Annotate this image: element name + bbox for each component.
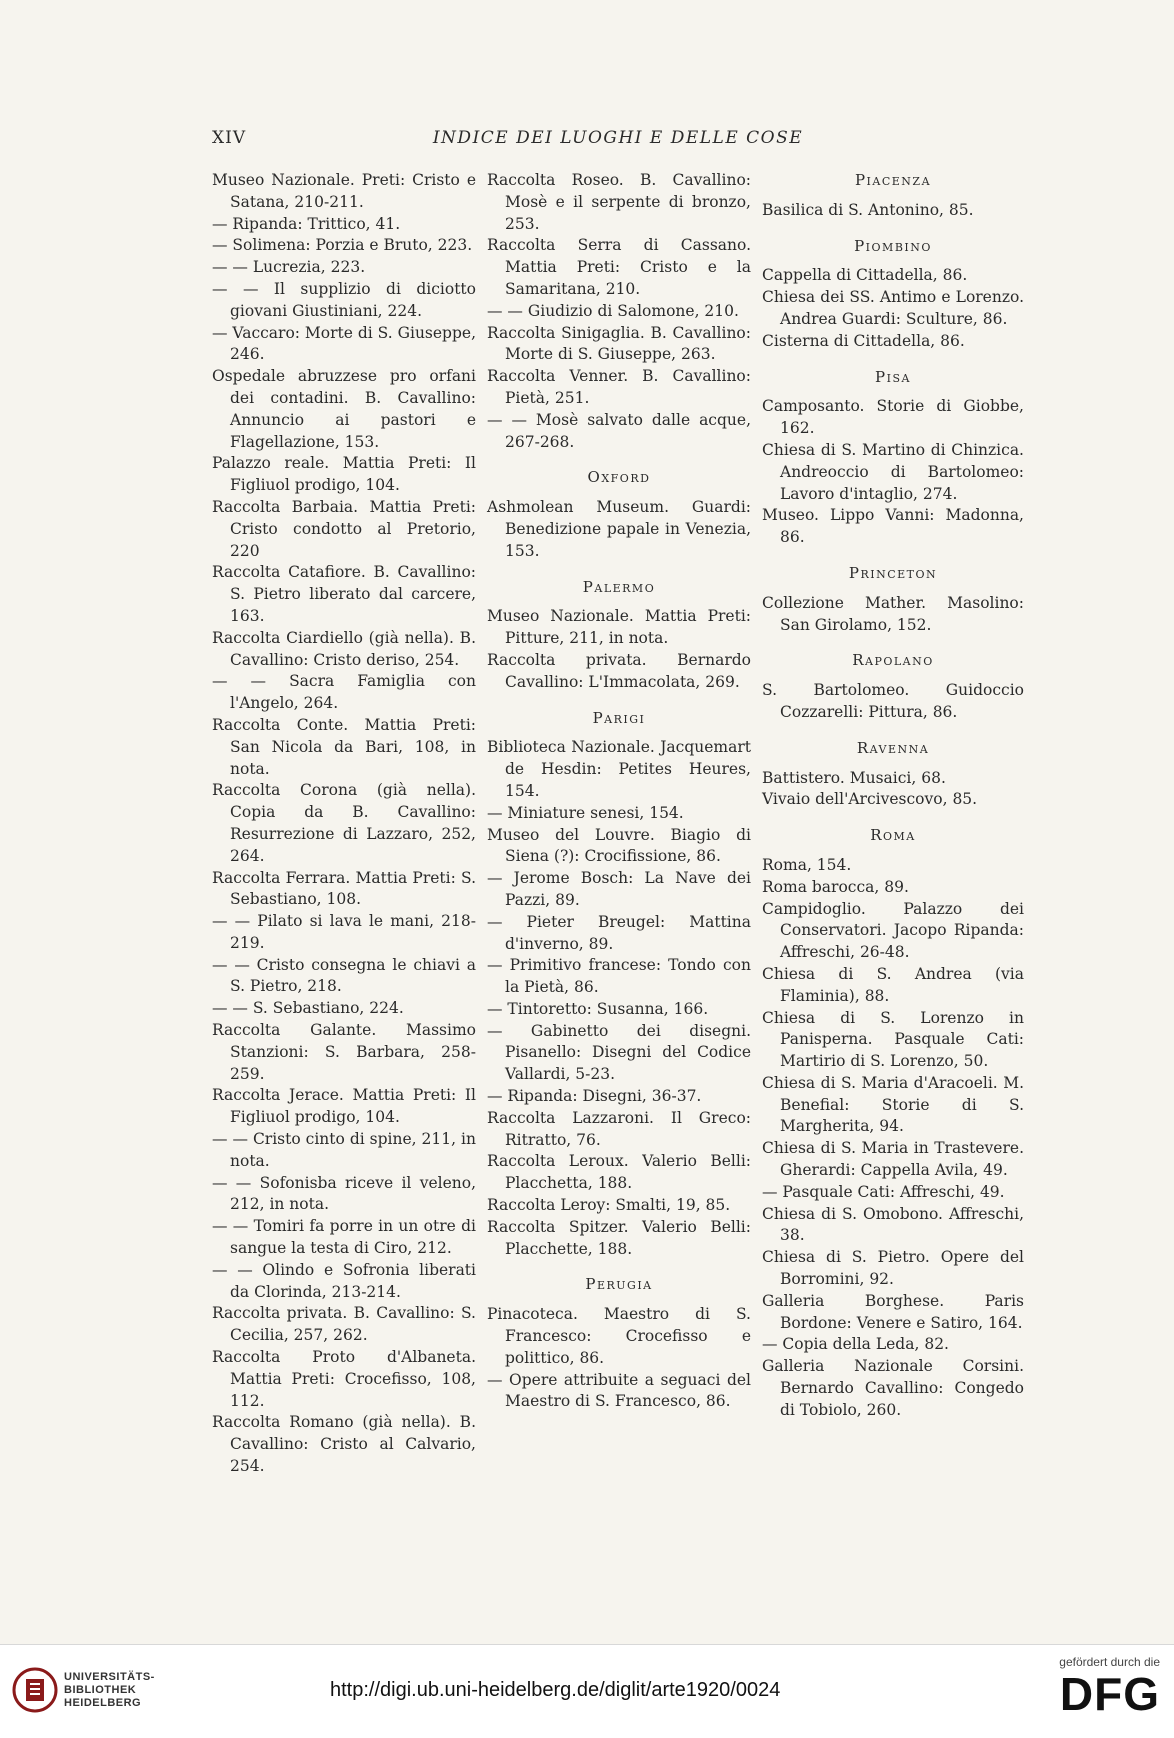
index-entry: Chiesa di S. Lorenzo in Panisperna. Pasquale Cati: Martirio di S. Lorenzo, 50. [762,1008,1024,1071]
index-entry: Ashmolean Museum. Guardi: Benedizione papale in Venezia, 153. [487,498,751,560]
index-entry: Chiesa di S. Maria in Trastevere. Gherardi: Cappella Avila, 49. [762,1139,1024,1180]
index-entry: Raccolta Sinigaglia. B. Cavallino: Morte di S. Giuseppe, 263. [487,323,751,364]
index-entry: Raccolta Barbaia. Mattia Preti: Cristo condotto al Pretorio, 220 [212,497,476,560]
index-column-1 [212,170,476,1478]
index-entry: — — Cristo cinto di spine, 211, in nota. [212,1130,476,1170]
index-entry: Palazzo reale. Mattia Preti: Il Figliuol prodigo, 104. [212,454,476,495]
index-entry: — Ripanda: Disegni, 36-37. [487,1087,702,1106]
section-heading: Piacenza [854,171,932,189]
index-entry: Raccolta Ferrara. Mattia Preti: S. Sebastiano, 108. [212,868,476,909]
index-entry: — — Pilato si lava le mani, 218-219. [212,912,476,952]
section-heading: Roma [870,826,916,845]
index-entry: — — Olindo e Sofronia liberati da Clorinda, 213-214. [212,1260,476,1301]
section-heading: Palermo [582,577,656,596]
index-entry: Museo Nazionale. Preti: Cristo e Satana, 210-211. [212,171,476,211]
index-entry: Galleria Nazionale Corsini. Bernardo Cavallino: Congedo di Tobiolo, 260. [762,1357,1024,1419]
section-heading: Piombino [854,236,932,255]
section-heading: Parigi [592,708,646,727]
library-seal-icon [12,1667,58,1713]
index-entry: Chiesa di S. Andrea (via Flaminia), 88. [762,964,1024,1005]
index-entry: Raccolta Leroux. Valerio Belli: Placchetta, 188. [487,1152,751,1193]
index-column-2 [487,170,751,1413]
index-entry: — Opere attribuite a seguaci del Maestro di S. Francesco, 86. [487,1370,751,1411]
index-entry: Raccolta Lazzaroni. Il Greco: Ritratto, 76. [487,1108,751,1149]
index-entry: Raccolta Ciardiello (già nella). B. Cavallino: Cristo deriso, 254. [212,628,476,669]
library-logo-text: UNIVERSITÄTS- BIBLIOTHEK HEIDELBERG [64,1671,155,1709]
index-entry: Raccolta Catafiore. B. Cavallino: S. Pietro liberato dal carcere, 163. [212,563,476,625]
index-entry: — Gabinetto dei disegni. Pisanello: Disegni del Codice Vallardi, 5-23. [487,1021,751,1084]
section-heading: Perugia [585,1275,653,1294]
index-entry: Raccolta Venner. B. Cavallino: Pietà, 251. [487,367,751,407]
index-column-3 [762,170,1024,1422]
index-entry: — Tintoretto: Susanna, 166. [487,999,709,1018]
index-entry: Vivaio dell'Arcivescovo, 85. [762,790,978,809]
index-entry: Raccolta Corona (già nella). Copia da B. Cavallino: Resurrezione di Lazzaro, 252, 264. [212,781,476,865]
digitization-footer [0,1644,1174,1738]
page-title: INDICE DEI LUOGHI E DELLE COSE [432,128,804,148]
section-heading: Princeton [848,563,938,582]
index-entry: Battistero. Musaici, 68. [762,768,946,787]
index-entry: Roma, 154. [762,855,852,874]
index-entry: Raccolta privata. B. Cavallino: S. Cecilia, 257, 262. [212,1304,476,1345]
index-entry: Raccolta Galante. Massimo Stanzioni: S. Barbara, 258-259. [212,1021,476,1083]
index-entry: S. Bartolomeo. Guidoccio Cozzarelli: Pittura, 86. [762,681,1024,721]
index-entry: Collezione Mather. Masolino: San Girolamo, 152. [762,593,1024,634]
index-entry: Campidoglio. Palazzo dei Conservatori. Jacopo Ripanda: Affreschi, 26-48. [762,899,1024,962]
index-entry: Raccolta Romano (già nella). B. Cavallino: Cristo al Calvario, 254. [212,1413,476,1476]
dfg-logo: DFG [1059,1668,1160,1720]
index-entry: Camposanto. Storie di Giobbe, 162. [762,397,1024,438]
index-entry: — — Sacra Famiglia con l'Angelo, 264. [212,672,476,713]
index-entry: — Copia della Leda, 82. [762,1335,949,1354]
index-entry: Chiesa di S. Martino di Chinzica. Andreoccio di Bartolomeo: Lavoro d'intaglio, 274. [762,440,1024,503]
index-entry: Cisterna di Cittadella, 86. [762,331,965,350]
index-entry: Raccolta privata. Bernardo Cavallino: L'Immacolata, 269. [487,650,751,691]
page-number: XIV [212,128,247,148]
index-entry: — — Cristo consegna le chiavi a S. Pietro, 218. [212,955,476,996]
index-entry: Chiesa dei SS. Antimo e Lorenzo. Andrea Guardi: Sculture, 86. [762,288,1024,328]
index-entry: — — Tomiri fa porre in un otre di sangue la testa di Ciro, 212. [212,1217,476,1258]
index-entry: Raccolta Spitzer. Valerio Belli: Placchette, 188. [487,1217,751,1258]
index-entry: — Miniature senesi, 154. [487,803,684,822]
index-entry: — Primitivo francese: Tondo con la Pietà, 86. [487,956,751,997]
index-entry: Ospedale abruzzese pro orfani dei contadini. B. Cavallino: Annuncio ai pastori e Flagellazione, 153. [212,367,476,451]
index-entry: Galleria Borghese. Paris Bordone: Venere e Satiro, 164. [762,1291,1024,1332]
index-entry: Raccolta Leroy: Smalti, 19, 85. [487,1196,731,1215]
index-entry: — — Giudizio di Salomone, 210. [487,301,739,320]
index-entry: Museo Nazionale. Mattia Preti: Pitture, 211, in nota. [487,607,751,648]
index-entry: — — Mosè salvato dalle acque, 267-268. [487,410,751,451]
index-entry: Raccolta Conte. Mattia Preti: San Nicola da Bari, 108, in nota. [212,715,476,778]
index-entry: Chiesa di S. Pietro. Opere del Borromini, 92. [762,1248,1024,1289]
section-heading: Ravenna [856,738,930,757]
index-entry: — Pieter Breugel: Mattina d'inverno, 89. [487,912,751,953]
index-entry: Roma barocca, 89. [762,877,909,896]
index-entry: Biblioteca Nazionale. Jacquemart de Hesdin: Petites Heures, 154. [487,738,751,800]
index-entry: — Ripanda: Trittico, 41. [212,214,401,233]
index-entry: — — S. Sebastiano, 224. [212,999,404,1018]
index-entry: — Solimena: Porzia e Bruto, 223. [212,236,473,255]
index-entry: — — Lucrezia, 223. [212,258,366,277]
dfg-funding[interactable] [1040,1655,1160,1731]
section-heading: Rapolano [852,651,934,670]
index-entry: — Pasquale Cati: Affreschi, 49. [762,1182,1005,1201]
index-entry: Basilica di S. Antonino, 85. [762,200,974,219]
index-entry: — Vaccaro: Morte di S. Giuseppe, 246. [212,323,476,364]
index-entry: Chiesa di S. Omobono. Affreschi, 38. [762,1204,1024,1245]
index-entry: Cappella di Cittadella, 86. [762,266,968,285]
index-entry: — — Il supplizio di diciotto giovani Giustiniani, 224. [212,279,476,320]
running-head [212,128,1024,152]
section-heading: Oxford [587,468,651,487]
index-entry: Chiesa di S. Maria d'Aracoeli. M. Benefial: Storie di S. Margherita, 94. [762,1073,1024,1136]
index-entry: — Jerome Bosch: La Nave dei Pazzi, 89. [487,869,751,909]
index-entry: Raccolta Roseo. B. Cavallino: Mosè e il serpente di bronzo, 253. [487,171,751,233]
university-library-logo[interactable] [12,1667,155,1719]
index-entry: Raccolta Serra di Cassano. Mattia Preti: Cristo e la Samaritana, 210. [487,236,751,298]
index-entry: — — Sofonisba riceve il veleno, 212, in nota. [212,1173,476,1214]
index-entry: Raccolta Jerace. Mattia Preti: Il Figliuol prodigo, 104. [212,1086,476,1127]
index-entry: Pinacoteca. Maestro di S. Francesco: Crocefisso e polittico, 86. [487,1305,751,1367]
index-entry: Museo. Lippo Vanni: Madonna, 86. [762,506,1024,547]
index-entry: Raccolta Proto d'Albaneta. Mattia Preti: Crocefisso, 108, 112. [212,1348,476,1410]
index-entry: Museo del Louvre. Biagio di Siena (?): Crocifissione, 86. [487,825,751,866]
section-heading: Pisa [875,367,911,386]
permalink-url[interactable]: http://digi.ub.uni-heidelberg.de/diglit/arte1920/0024 [330,1679,781,1701]
funding-label: gefördert durch die [1059,1655,1160,1669]
